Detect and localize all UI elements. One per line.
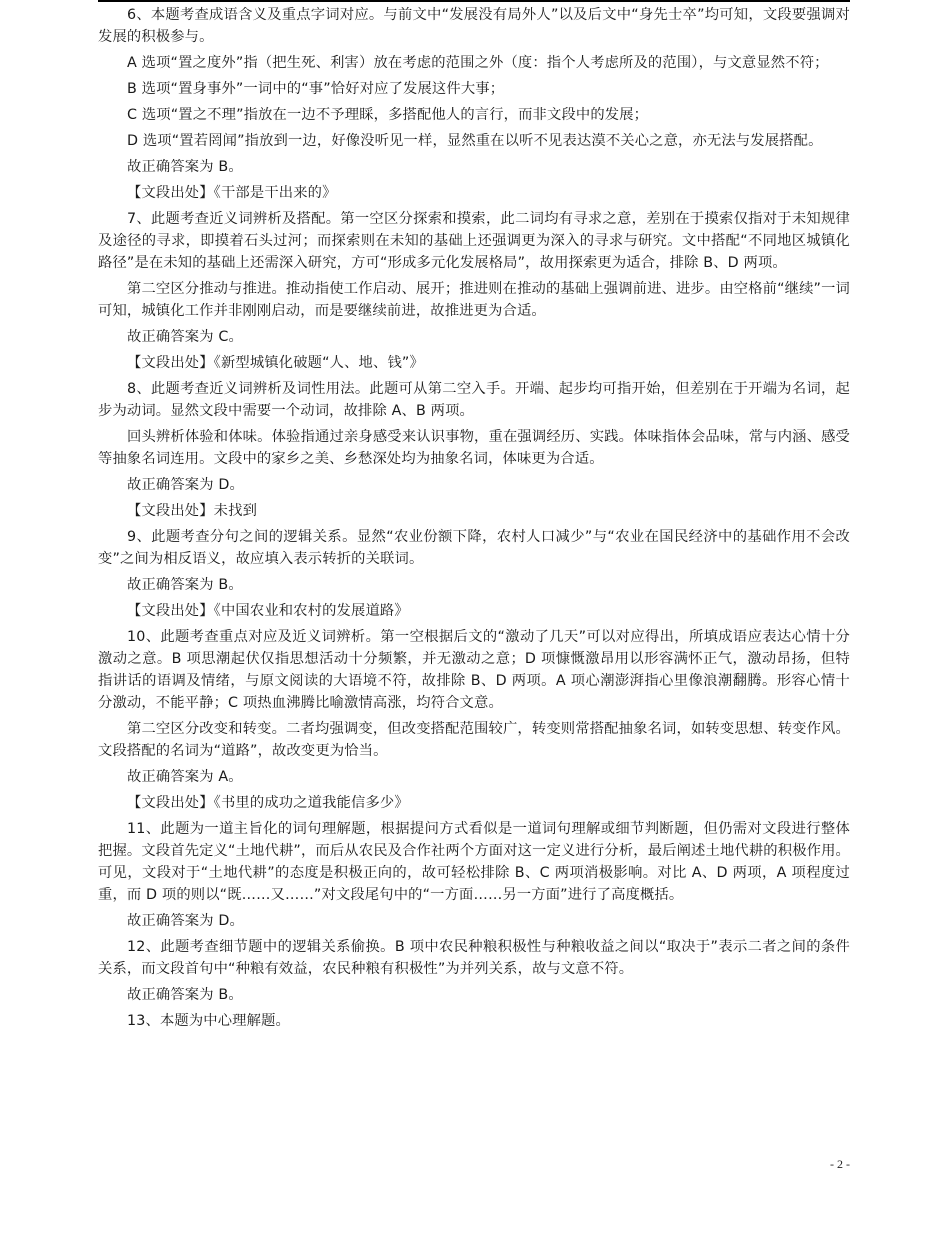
answer-line: 故正确答案为 B。 — [127, 987, 243, 1003]
source-line: 【文段出处】《中国农业和农村的发展道路》 — [127, 603, 409, 619]
source-line: 【文段出处】《新型城镇化破题“人、地、钱”》 — [127, 355, 424, 371]
source-line: 【文段出处】《干部是干出来的》 — [127, 185, 337, 201]
paragraph: D 选项“置若罔闻”指放到一边，好像没听见一样，显然重在以听不见表达漠不关心之意，亦无法与发展搭配。 — [127, 133, 823, 149]
answer-line: 故正确答案为 D。 — [127, 913, 244, 929]
paragraph: 9、此题考查分句之间的逻辑关系。显然“农业份额下降，农村人口减少”与“农业在国民经济中的基础作用不会改变”之间为相反语义，故应填入表示转折的关联词。 — [98, 529, 850, 567]
page-number: - 2 - — [830, 1157, 850, 1171]
paragraph: 回头辨析体验和体味。体验指通过亲身感受来认识事物，重在强调经历、实践。体味指体会品味，常与内涵、感受等抽象名词连用。文段中的家乡之美、乡愁深处均为抽象名词，体味更为合适。 — [98, 429, 850, 467]
answer-line: 故正确答案为 D。 — [127, 477, 244, 493]
answer-line: 故正确答案为 A。 — [127, 769, 243, 785]
paragraph: B 选项“置身事外”一词中的“事”恰好对应了发展这件大事； — [127, 81, 505, 97]
paragraph: 第二空区分推动与推进。推动指使工作启动、展开；推进则在推动的基础上强调前进、进步。由空格前“继续”一词可知，城镇化工作并非刚刚启动，而是要继续前进，故推进更为合适。 — [98, 281, 851, 319]
paragraph: C 选项“置之不理”指放在一边不予理睬，多搭配他人的言行，而非文段中的发展； — [127, 107, 649, 123]
top-rule — [98, 0, 850, 2]
source-line: 【文段出处】《书里的成功之道我能信多少》 — [127, 795, 409, 811]
document-body — [98, 4, 850, 1036]
answer-line: 故正确答案为 B。 — [127, 159, 243, 175]
answer-line: 故正确答案为 B。 — [127, 577, 243, 593]
paragraph: 12、此题考查细节题中的逻辑关系偷换。B 项中农民种粮积极性与种粮收益之间以“取决于”表示二者之间的条件关系，而文段首句中“种粮有效益，农民种粮有积极性”为并列关系，故与文意不符。 — [98, 939, 850, 977]
paragraph: 第二空区分改变和转变。二者均强调变，但改变搭配范围较广，转变则常搭配抽象名词，如转变思想、转变作风。文段搭配的名词为“道路”，故改变更为恰当。 — [98, 721, 850, 759]
source-line: 【文段出处】未找到 — [127, 503, 258, 519]
paragraph: 6、本题考查成语含义及重点字词对应。与前文中“发展没有局外人”以及后文中“身先士卒”均可知，文段要强调对发展的积极参与。 — [98, 7, 850, 45]
paragraph: A 选项“置之度外”指（把生死、利害）放在考虑的范围之外（度：指个人考虑所及的范围），与文意显然不符； — [127, 55, 829, 71]
paragraph: 7、此题考查近义词辨析及搭配。第一空区分探索和摸索，此二词均有寻求之意，差别在于摸索仅指对于未知规律及途径的寻求，即摸着石头过河；而探索则在未知的基础上还强调更为深入的寻求与研究。文中搭配“不同地区城镇化路径”是在未知的基础上还需深入研究，方可“形成多元化发展格局”，故用探索更为适合，排除 B、D 两项。 — [98, 211, 850, 271]
paragraph: 10、此题考查重点对应及近义词辨析。第一空根据后文的“激动了几天”可以对应得出，所填成语应表达心情十分激动之意。B 项思潮起伏仅指思想活动十分频繁，并无激动之意；D 项慷慨激昂用以形容满怀正气，激动昂扬，但特指讲话的语调及情绪，与原文阅读的大语境不符，故排除 B、D 两项。A 项心潮澎湃指心里像浪潮翻腾。形容心情十分激动，不能平静；C 项热血沸腾比喻激情高涨，均符合文意。 — [98, 629, 850, 711]
answer-line: 故正确答案为 C。 — [127, 329, 243, 345]
paragraph: 13、本题为中心理解题。 — [127, 1013, 290, 1029]
paragraph: 8、此题考查近义词辨析及词性用法。此题可从第二空入手。开端、起步均可指开始，但差别在于开端为名词，起步为动词。显然文段中需要一个动词，故排除 A、B 两项。 — [98, 381, 850, 419]
paragraph: 11、此题为一道主旨化的词句理解题，根据提问方式看似是一道词句理解或细节判断题，但仍需对文段进行整体把握。文段首先定义“土地代耕”，而后从农民及合作社两个方面对这一定义进行分析，最后阐述土地代耕的积极作用。可见，文段对于“土地代耕”的态度是积极正向的，故可轻松排除 B、C 两项消极影响。对比 A、D 两项，A 项程度过重，而 D 项的则以“既……又……”对文段尾句中的“一方面……另一方面”进行了高度概括。 — [98, 821, 850, 903]
